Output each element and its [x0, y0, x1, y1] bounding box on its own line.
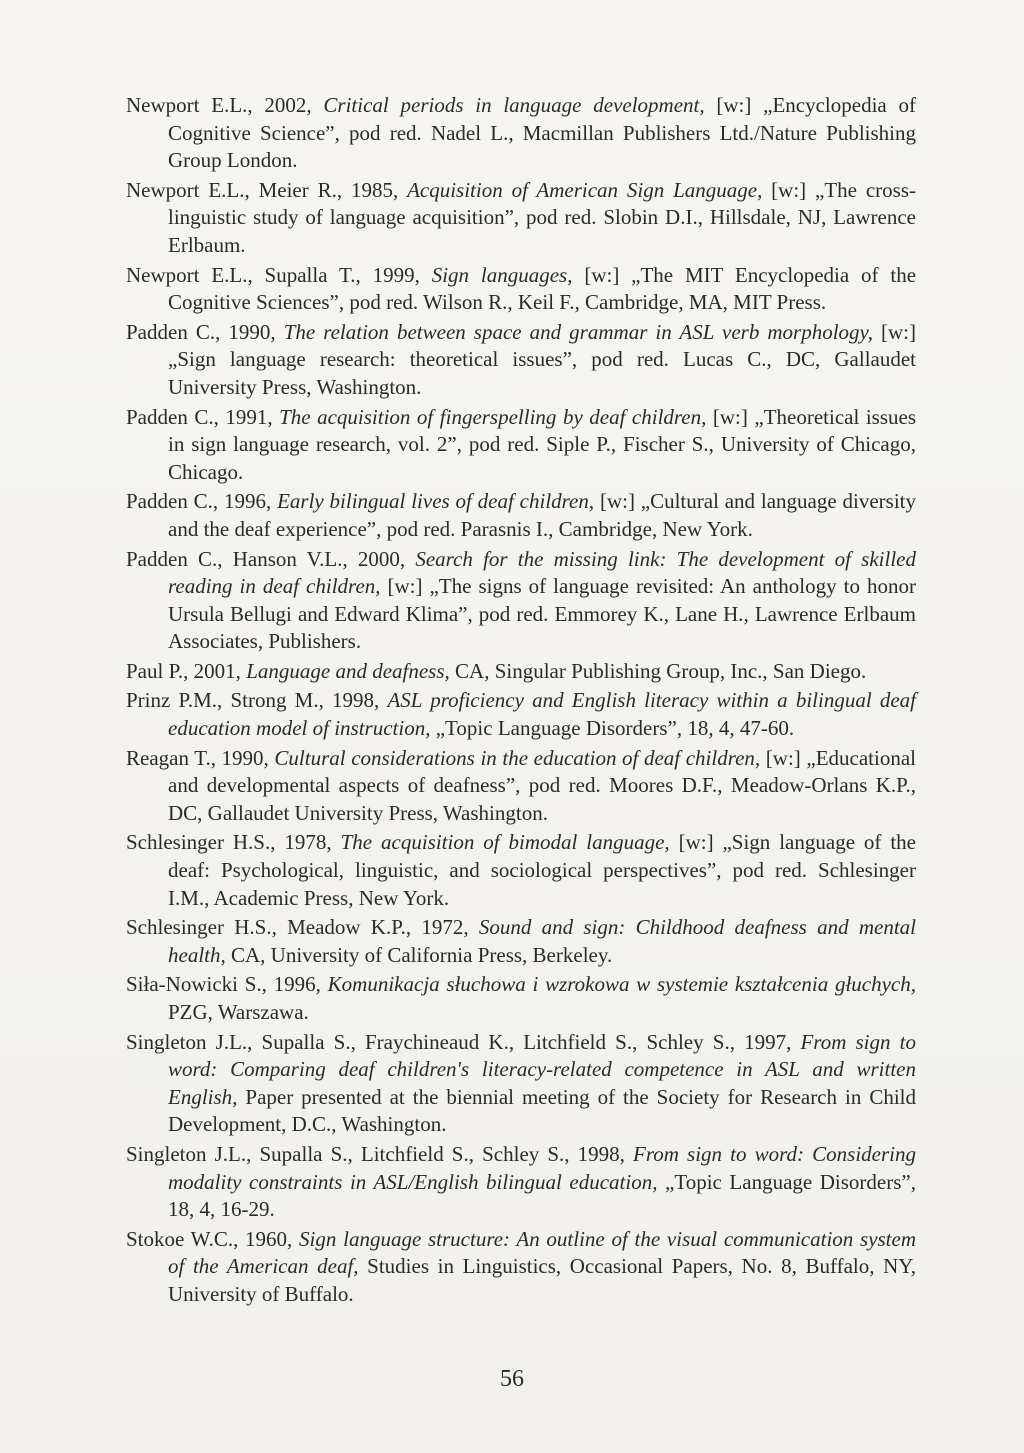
- reference-source: Paper presented at the biennial meeting of the Society for Research in Child Development, D.C., Washington.: [168, 1084, 916, 1137]
- bibliography-list: [126, 92, 916, 1311]
- reference-source: [w:] „The signs of language revisited: An anthology to honor Ursula Bellugi and Edward Klima”, pod red. Emmorey K., Lane H., Lawrence Erlbaum Associates, Publishers.: [168, 574, 916, 654]
- reference-entry: [126, 177, 916, 260]
- reference-entry: [126, 829, 916, 912]
- reference-entry: [126, 1029, 916, 1139]
- reference-authors-year: Padden C., 1991,: [126, 404, 280, 429]
- reference-authors-year: Singleton J.L., Supalla S., Litchfield S., Schley S., 1998,: [126, 1141, 634, 1166]
- reference-title: Critical periods in language development,: [323, 93, 705, 117]
- reference-source: [w:] „The MIT Encyclopedia of the Cognitive Sciences”, pod red. Wilson R., Keil F., Cambridge, MA, MIT Press.: [168, 262, 917, 315]
- reference-source: [w:] „Educational and developmental aspects of deafness”, pod red. Moores D.F., Meadow-Orlans K.P., DC, Gallaudet University Press, Washington.: [168, 745, 916, 825]
- reference-entry: [126, 745, 916, 828]
- reference-entry: [126, 971, 916, 1026]
- reference-source: „Topic Language Disorders”, 18, 4, 16-29.: [168, 1169, 916, 1222]
- reference-source: [w:] „Theoretical issues in sign language research, vol. 2”, pod red. Siple P., Fischer S., University of Chicago, Chicago.: [168, 404, 916, 484]
- reference-title: The acquisition of bimodal language,: [340, 830, 670, 855]
- reference-title: Language and deafness,: [246, 658, 450, 683]
- reference-authors-year: Stokoe W.C., 1960,: [126, 1226, 300, 1251]
- reference-title: From sign to word: Considering modality constraints in ASL/English bilingual education,: [168, 1141, 916, 1194]
- reference-authors-year: Reagan T., 1990,: [126, 745, 275, 770]
- reference-source: [w:] „Cultural and language diversity and the deaf experience”, pod red. Parasnis I., Cambridge, New York.: [168, 489, 916, 541]
- reference-entry: [126, 658, 916, 686]
- reference-source: [w:] „Sign language of the deaf: Psychological, linguistic, and sociological perspectives”, pod red. Schlesinger I.M., Academic Press, New York.: [168, 830, 916, 910]
- reference-entry: [126, 1141, 916, 1224]
- reference-source: CA, Singular Publishing Group, Inc., San Diego.: [449, 658, 867, 683]
- reference-authors-year: Newport E.L., Meier R., 1985,: [126, 177, 408, 202]
- reference-title: Sound and sign: Childhood deafness and mental health,: [168, 915, 916, 967]
- reference-authors-year: Paul P., 2001,: [126, 658, 247, 683]
- page-number: 56: [500, 1366, 524, 1392]
- reference-title: Cultural considerations in the education of deaf children,: [274, 745, 761, 770]
- reference-authors-year: Padden C., Hanson V.L., 2000,: [126, 546, 416, 571]
- reference-title: Acquisition of American Sign Language,: [407, 177, 763, 202]
- reference-authors-year: Siła-Nowicki S., 1996,: [126, 972, 328, 997]
- reference-source: [w:] „The cross-linguistic study of language acquisition”, pod red. Slobin D.I., Hillsdale, NJ, Lawrence Erlbaum.: [168, 177, 916, 257]
- reference-title: ASL proficiency and English literacy within a bilingual deaf education model of instruction,: [168, 688, 916, 741]
- reference-title: From sign to word: Comparing deaf children's literacy-related competence in ASL and written English,: [168, 1029, 916, 1109]
- reference-entry: [126, 488, 916, 543]
- reference-source: Studies in Linguistics, Occasional Papers, No. 8, Buffalo, NY, University of Buffalo.: [168, 1254, 916, 1306]
- reference-title: Komunikacja słuchowa i wzrokowa w systemie kształcenia głuchych,: [327, 972, 916, 997]
- reference-entry: [126, 546, 916, 656]
- reference-entry: [126, 92, 916, 175]
- reference-title: Sign language structure: An outline of the visual communication system of the American deaf,: [168, 1226, 917, 1279]
- reference-authors-year: Newport E.L., Supalla T., 1999,: [126, 262, 432, 287]
- reference-source: PZG, Warszawa.: [168, 1000, 309, 1024]
- reference-entry: [126, 687, 916, 742]
- reference-authors-year: Padden C., 1996,: [126, 489, 278, 514]
- reference-source: [w:] „Sign language research: theoretical issues”, pod red. Lucas C., DC, Gallaudet University Press, Washington.: [168, 319, 917, 399]
- reference-authors-year: Schlesinger H.S., 1978,: [126, 830, 341, 855]
- reference-authors-year: Newport E.L., 2002,: [126, 93, 324, 117]
- reference-entry: [126, 914, 916, 969]
- reference-source: [w:] „Encyclopedia of Cognitive Science”, pod red. Nadel L., Macmillan Publishers Ltd./Nature Publishing Group London.: [168, 93, 916, 173]
- reference-entry: [126, 319, 916, 402]
- reference-authors-year: Schlesinger H.S., Meadow K.P., 1972,: [126, 915, 479, 940]
- reference-entry: [126, 1226, 916, 1309]
- reference-authors-year: Prinz P.M., Strong M., 1998,: [126, 688, 388, 713]
- reference-entry: [126, 404, 916, 487]
- reference-source: „Topic Language Disorders”, 18, 4, 47-60.: [430, 716, 795, 741]
- reference-title: The relation between space and grammar in ASL verb morphology,: [283, 319, 873, 344]
- reference-title: Early bilingual lives of deaf children,: [277, 489, 595, 514]
- reference-title: Sign languages,: [431, 262, 573, 287]
- reference-title: The acquisition of fingerspelling by deaf children,: [279, 404, 707, 429]
- reference-authors-year: Padden C., 1990,: [126, 319, 284, 344]
- reference-entry: [126, 262, 916, 317]
- reference-title: Search for the missing link: The development of skilled reading in deaf children,: [168, 546, 916, 599]
- reference-source: CA, University of California Press, Berkeley.: [225, 942, 613, 967]
- reference-authors-year: Singleton J.L., Supalla S., Fraychineaud K., Litchfield S., Schley S., 1997,: [126, 1029, 801, 1054]
